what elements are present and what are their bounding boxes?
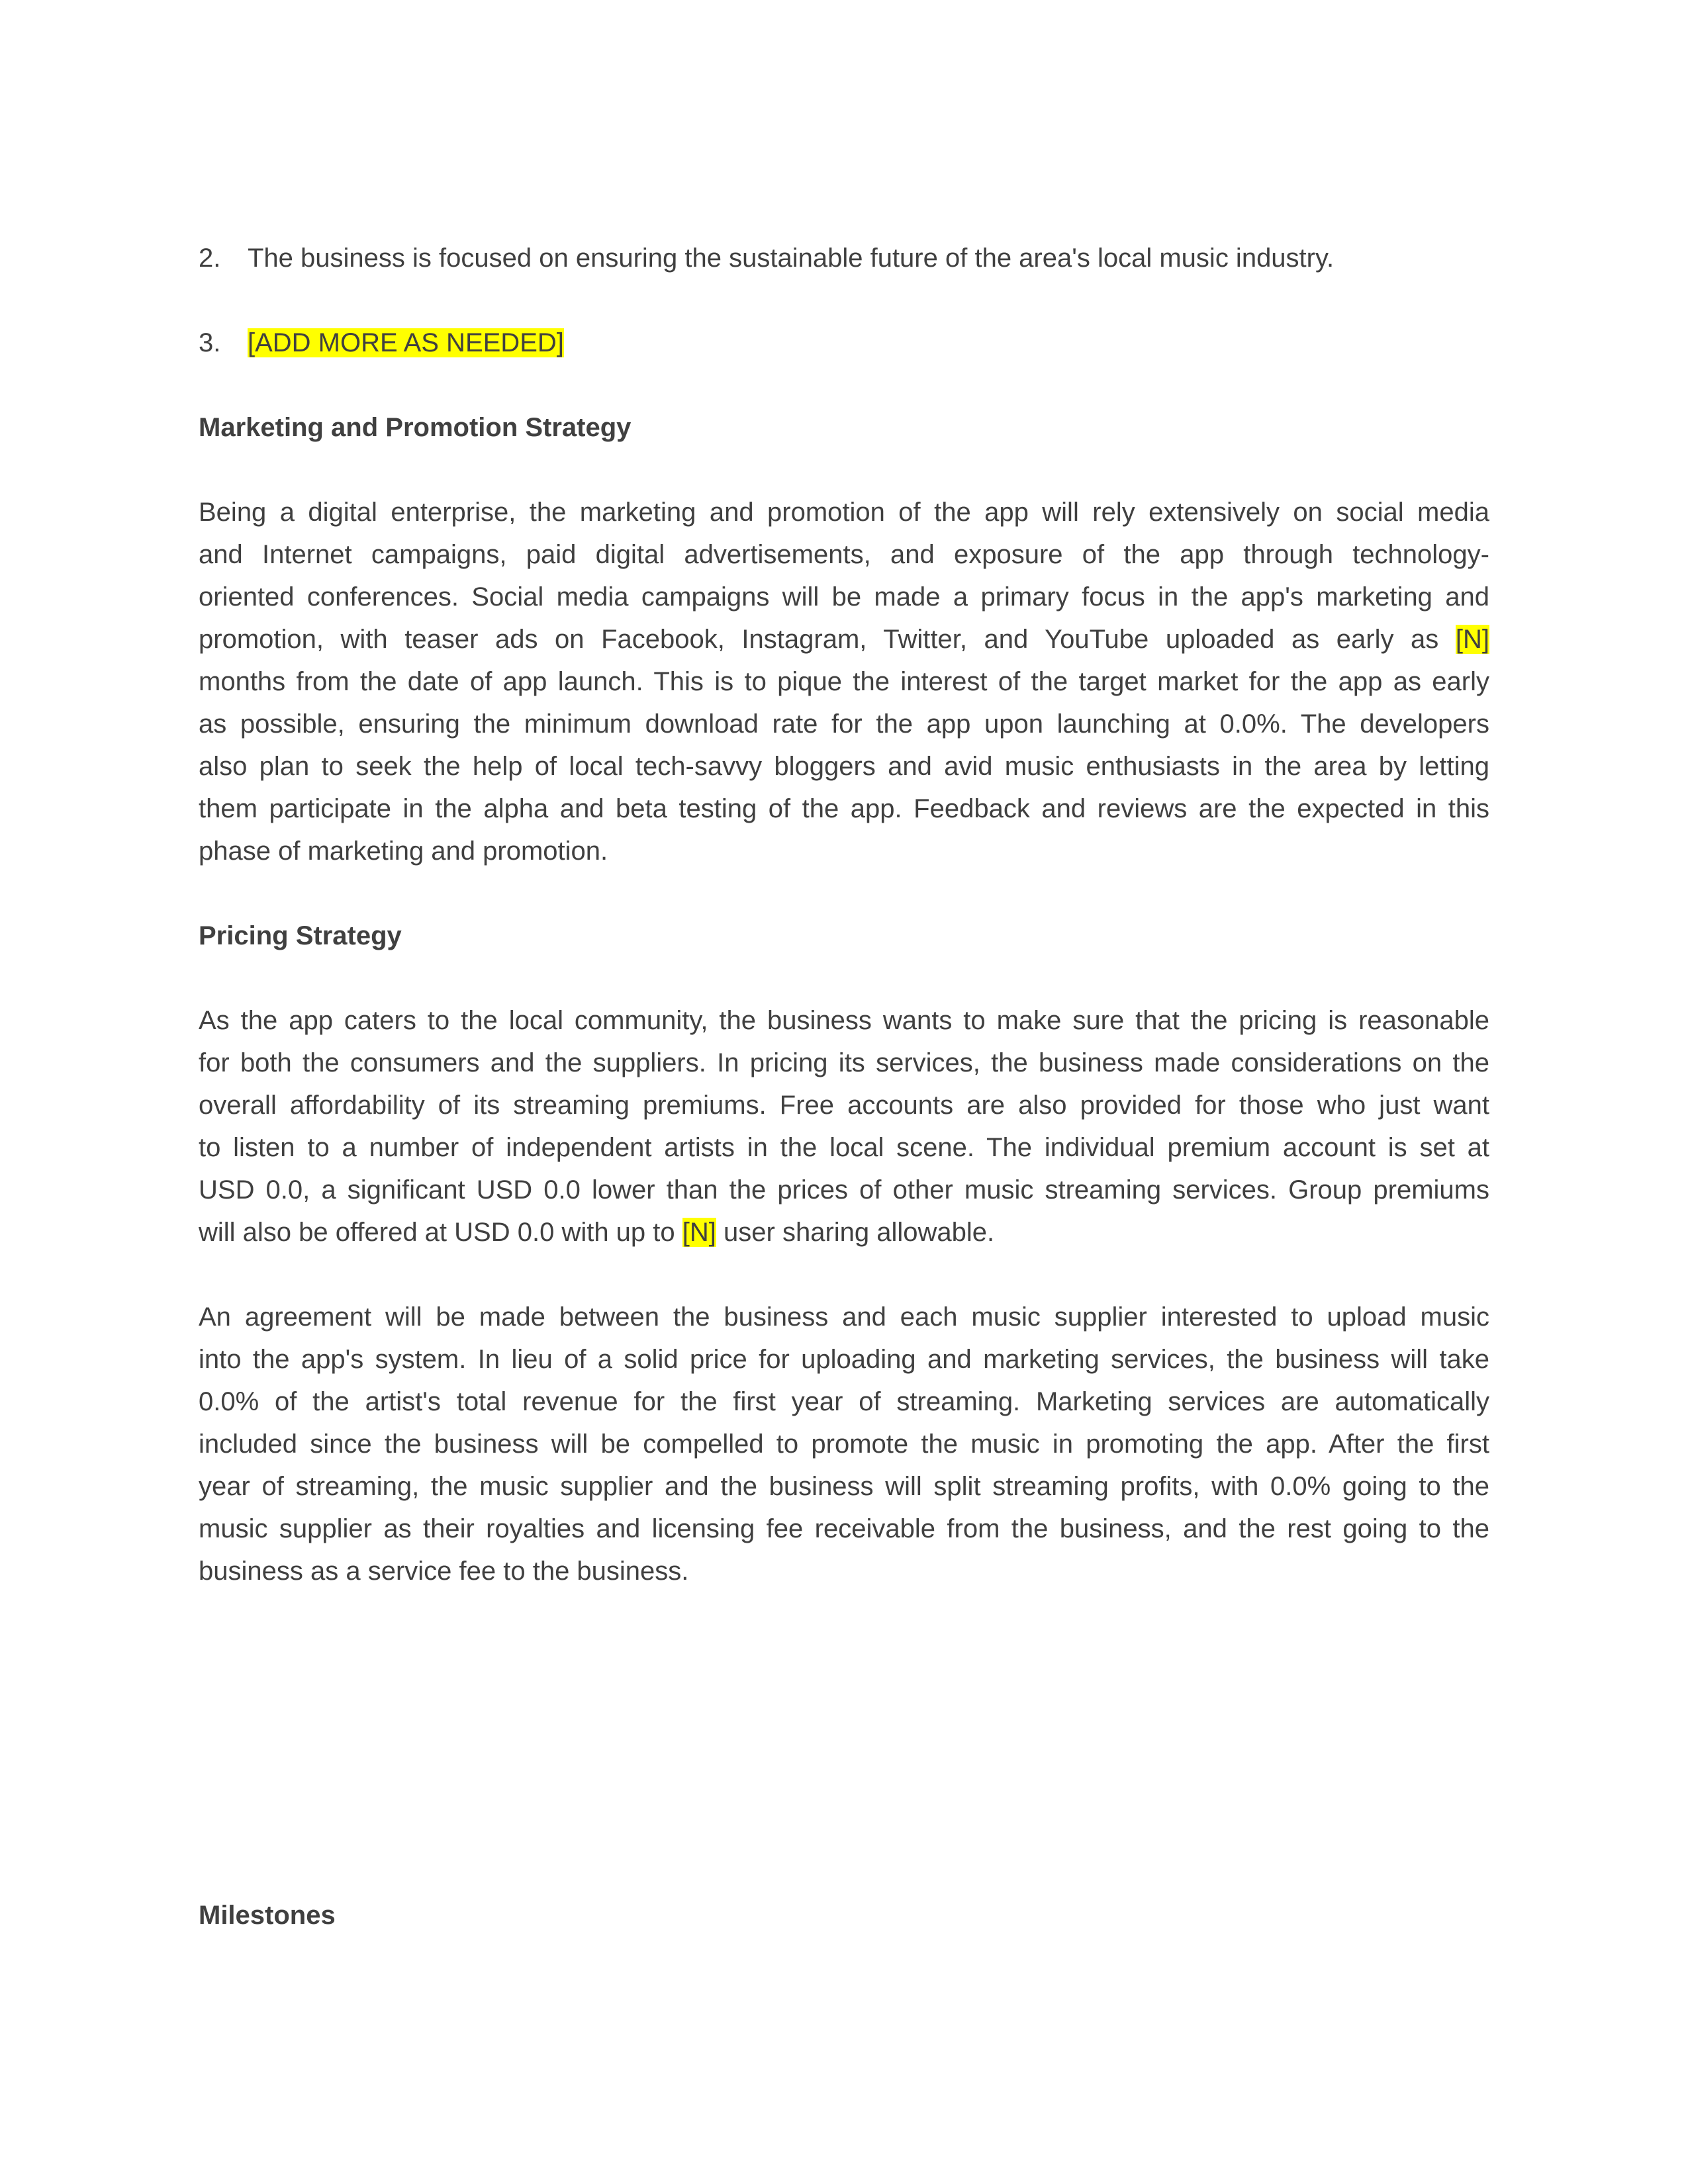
highlighted-placeholder: [N] — [1455, 625, 1489, 654]
paragraph-line: phase of marketing and promotion. — [199, 837, 608, 866]
list-number: 2. — [199, 244, 221, 273]
section-heading-marketing: Marketing and Promotion Strategy — [199, 413, 632, 442]
paragraph-line — [199, 618, 1489, 660]
highlighted-placeholder: [N] — [682, 1218, 716, 1247]
paragraph-line: year of streaming, the music supplier and the business will split streaming profits, with 0.0% going to the — [199, 1472, 1489, 1501]
paragraph-line: months from the date of app launch. This is to pique the interest of the target market for the app as early — [199, 667, 1489, 696]
paragraph-line: Being a digital enterprise, the marketing and promotion of the app will rely extensively on social media — [199, 498, 1489, 527]
paragraph-line: as possible, ensuring the minimum download rate for the app upon launching at 0.0%. The developers — [199, 709, 1489, 739]
list-text: The business is focused on ensuring the sustainable future of the area's local music industry. — [248, 244, 1335, 273]
paragraph-line: USD 0.0, a significant USD 0.0 lower than the prices of other music streaming services. Group premiums — [199, 1175, 1489, 1205]
line-text: user sharing allowable. — [724, 1218, 995, 1247]
paragraph-line: included since the business will be compelled to promote the music in promoting the app. After the first — [199, 1430, 1489, 1459]
highlighted-placeholder: [ADD MORE AS NEEDED] — [248, 328, 564, 357]
paragraph-line — [199, 1211, 1489, 1253]
list-number: 3. — [199, 328, 221, 357]
paragraph-line: into the app's system. In lieu of a solid price for uploading and marketing services, the business will take — [199, 1345, 1489, 1374]
paragraph-line: business as a service fee to the business. — [199, 1557, 689, 1586]
paragraph-line: overall affordability of its streaming premiums. Free accounts are also provided for those who just want — [199, 1091, 1489, 1120]
pricing-paragraph-2 — [199, 1296, 1489, 1592]
paragraph-line: oriented conferences. Social media campaigns will be made a primary focus in the app's marketing and — [199, 582, 1489, 612]
line-text: promotion, with teaser ads on Facebook, Instagram, Twitter, and YouTube uploaded as early as — [199, 625, 1439, 654]
marketing-paragraph — [199, 491, 1489, 872]
section-heading-pricing: Pricing Strategy — [199, 921, 402, 950]
paragraph-line: An agreement will be made between the business and each music supplier interested to upload music — [199, 1302, 1489, 1332]
paragraph-line: 0.0% of the artist's total revenue for the first year of streaming. Marketing services are automatically — [199, 1387, 1489, 1416]
list-item-2 — [199, 237, 1489, 279]
paragraph-line: them participate in the alpha and beta testing of the app. Feedback and reviews are the expected in this — [199, 794, 1489, 823]
pricing-paragraph-1 — [199, 999, 1489, 1253]
paragraph-line: for both the consumers and the suppliers. In pricing its services, the business made considerations on the — [199, 1048, 1489, 1077]
paragraph-line: music supplier as their royalties and licensing fee receivable from the business, and the rest going to the — [199, 1514, 1489, 1543]
placeholder-highlight — [248, 322, 564, 364]
list-item-3 — [199, 322, 1489, 364]
paragraph-line: also plan to seek the help of local tech-savvy bloggers and avid music enthusiasts in the area by letting — [199, 752, 1489, 781]
paragraph-line: and Internet campaigns, paid digital advertisements, and exposure of the app through technology- — [199, 540, 1489, 569]
paragraph-line: As the app caters to the local community, the business wants to make sure that the pricing is reasonable — [199, 1006, 1489, 1035]
paragraph-line: to listen to a number of independent artists in the local scene. The individual premium account is set at — [199, 1133, 1489, 1162]
line-text: will also be offered at USD 0.0 with up to — [199, 1218, 675, 1247]
section-heading-milestones: Milestones — [199, 1901, 336, 1930]
